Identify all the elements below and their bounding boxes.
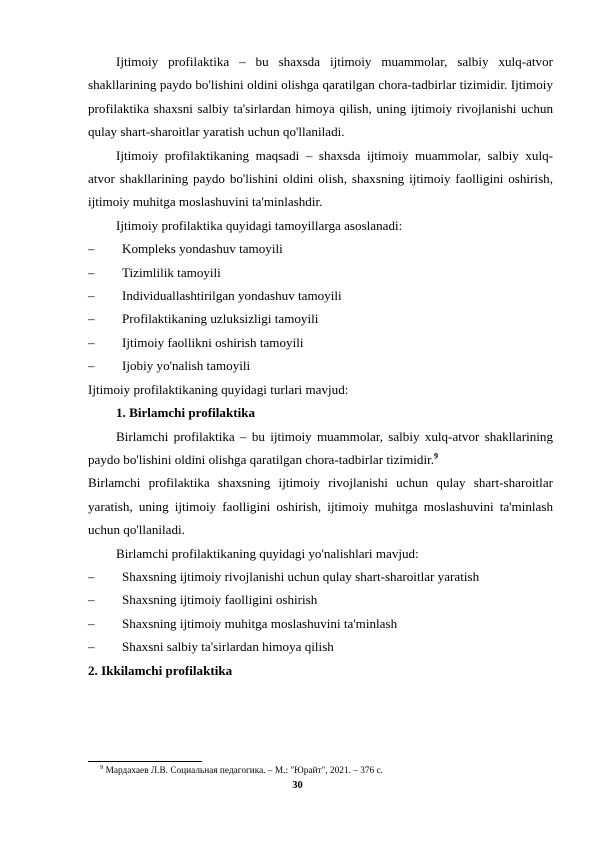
footnote-number: 9 [100, 763, 104, 771]
list-item-text: Shaxsni salbiy ta'sirlardan himoya qilish [122, 639, 334, 655]
list-item-text: Shaxsning ijtimoiy rivojlanishi uchun qulay shart-sharoitlar yaratish [122, 568, 480, 584]
list-item [88, 307, 553, 330]
list-item [88, 284, 553, 307]
list-item [88, 612, 553, 635]
paragraph-primary-definition-text: Birlamchi profilaktika – bu ijtimoiy muammolar, salbiy xulq-atvor shakllarining paydo bo'lishini oldini olishga qaratilgan chora-tadbirlar tizimidir. [88, 428, 553, 467]
list-dash: – [88, 592, 95, 608]
footnote [100, 765, 550, 777]
list-item-text: Shaxsning ijtimoiy muhitga moslashuvini ta'minlash [122, 615, 398, 631]
principles-list [88, 237, 553, 377]
footnote-text: Мардахаев Л.В. Социальная педагогика. – М.: "Юрайт", 2021. – 376 с. [105, 766, 383, 776]
heading-primary-prevention: 1. Birlamchi profilaktika [116, 405, 256, 421]
body-text [88, 50, 553, 682]
footnote-reference[interactable]: 9 [434, 451, 438, 461]
list-item-text: Tizimlilik tamoyili [122, 264, 221, 280]
list-item-text: Ijtimoiy faollikni oshirish tamoyili [122, 334, 304, 350]
list-dash: – [88, 334, 95, 350]
paragraph-goal: Ijtimoiy profilaktikaning maqsadi – shaxsda ijtimoiy muammolar, salbiy xulq-atvor shakllarining paydo bo'lishini oldini olish, shaxsning ijtimoiy faolligini oshirish, ijtimoiy muhitga moslashuvini ta'minlashdir. [88, 147, 553, 210]
paragraph-primary-definition [88, 425, 553, 472]
list-item [88, 237, 553, 260]
list-dash: – [88, 264, 95, 280]
paragraph-directions-intro: Birlamchi profilaktikaning quyidagi yo'nalishlari mavjud: [116, 545, 419, 561]
list-dash: – [88, 288, 95, 304]
list-item-text: Ijobiy yo'nalish tamoyili [122, 358, 251, 374]
directions-list [88, 565, 553, 659]
list-item-text: Profilaktikaning uzluksizligi tamoyili [122, 311, 319, 327]
list-dash: – [88, 358, 95, 374]
list-dash: – [88, 241, 95, 257]
list-item [88, 565, 553, 588]
list-item [88, 588, 553, 611]
list-dash: – [88, 568, 95, 584]
list-item [88, 331, 553, 354]
list-dash: – [88, 615, 95, 631]
footnote-separator [88, 761, 202, 762]
paragraph-definition: Ijtimoiy profilaktika – bu shaxsda ijtimoiy muammolar, salbiy xulq-atvor shakllarining paydo bo'lishini oldini olishga qaratilgan chora-tadbirlar tizimidir. Ijtimoiy profilaktika shaxsni salbiy ta'sirlardan himoya qilish, uning ijtimoiy rivojlanishi uchun qulay shart-sharoitlar yaratish uchun qo'llaniladi. [88, 54, 553, 140]
paragraph-principles-intro: Ijtimoiy profilaktika quyidagi tamoyillarga asoslanadi: [116, 217, 403, 233]
list-item [88, 354, 553, 377]
list-item [88, 635, 553, 658]
list-item-text: Individuallashtirilgan yondashuv tamoyili [122, 288, 342, 304]
page-number: 30 [292, 780, 303, 791]
list-item-text: Shaxsning ijtimoiy faolligini oshirish [122, 592, 318, 608]
list-dash: – [88, 639, 95, 655]
paragraph-types-intro: Ijtimoiy profilaktikaning quyidagi turlari mavjud: [88, 381, 349, 397]
list-dash: – [88, 311, 95, 327]
list-item-text: Kompleks yondashuv tamoyili [122, 241, 283, 257]
list-item [88, 261, 553, 284]
paragraph-primary-purpose: Birlamchi profilaktika shaxsning ijtimoiy rivojlanishi uchun qulay shart-sharoitlar yaratish, uning ijtimoiy faolligini oshirish, ijtimoiy muhitga moslashuvini ta'minlash uchun qo'llaniladi. [88, 475, 553, 538]
heading-secondary-prevention: 2. Ikkilamchi profilaktika [88, 662, 233, 678]
